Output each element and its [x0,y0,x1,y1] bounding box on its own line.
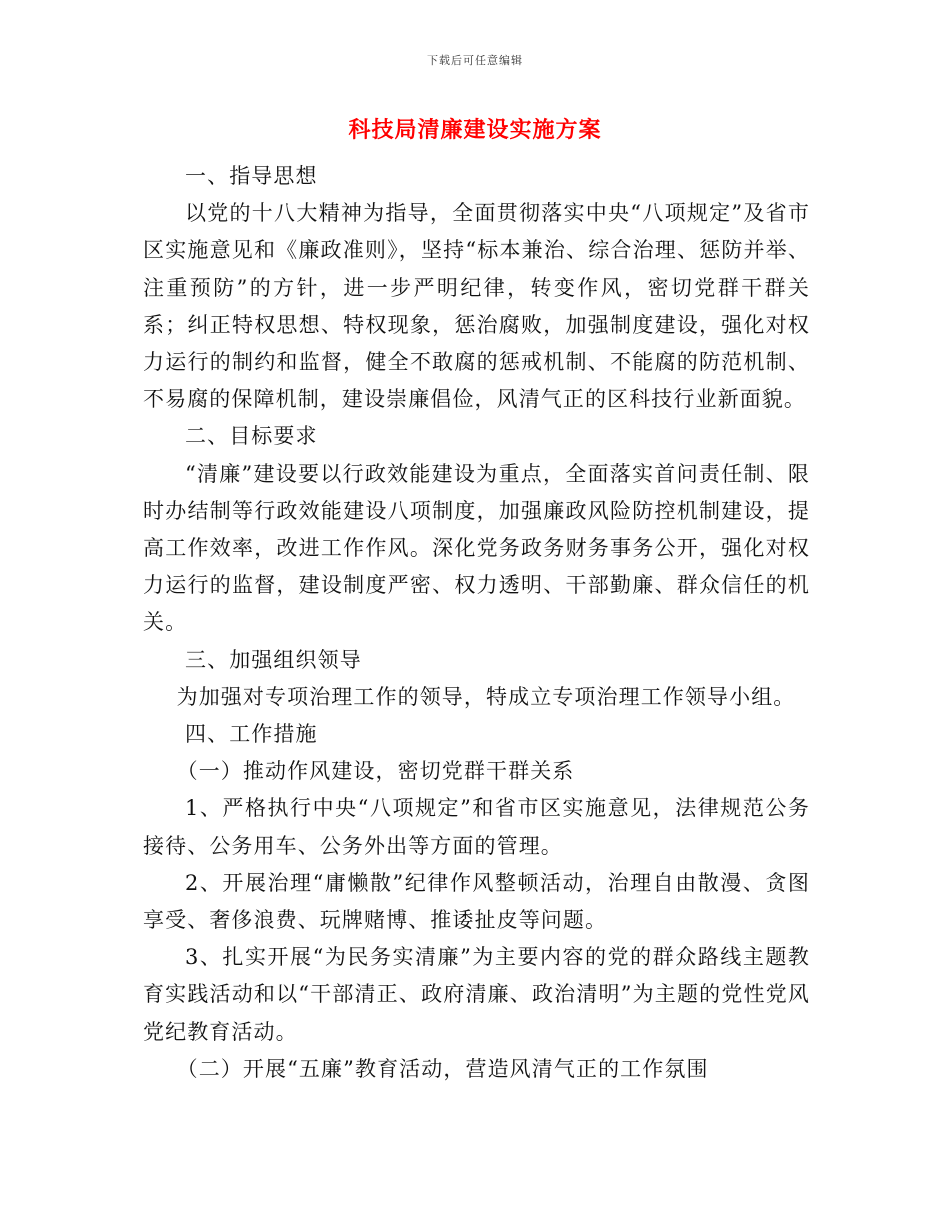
section-heading-goals: 二、目标要求 [185,424,318,449]
subsection-heading-education: （二）开展“五廉”教育活动，营造风清气正的工作氛围 [176,1056,709,1081]
list-item-3: 3、扎实开展“为民务实清廉”为主要内容的党的群众路线主题教育实践活动和以“干部清正、政府清廉、政治清明”为主题的党性党风党纪教育活动。 [143,945,810,1044]
document-body [143,158,810,1088]
paragraph-guiding-thought: 以党的十八大精神为指导，全面贯彻落实中央“八项规定”及省市区实施意见和《廉政准则》，坚持“标本兼治、综合治理、惩防并举、注重预防”的方针，进一步严明纪律，转变作风，密切党群干群关系；纠正特权思想、特权现象，惩治腐败，加强制度建设，强化对权力运行的制约和监督，健全不敢腐的惩戒机制、不能腐的防范机制、不易腐的保障机制，建设崇廉倡俭，风清气正的区科技行业新面貌。 [143,201,810,412]
section-heading-guiding-thought: 一、指导思想 [185,164,318,188]
section-heading-measures: 四、工作措施 [185,722,318,747]
paragraph-leadership: 为加强对专项治理工作的领导，特成立专项治理工作领导小组。 [176,684,796,709]
header-note: 下载后可任意编辑 [427,54,523,67]
subsection-heading-style: （一）推动作风建设，密切党群干群关系 [176,759,575,784]
paragraph-goals: “清廉”建设要以行政效能建设为重点，全面落实首问责任制、限时办结制等行政效能建设八项制度，加强廉政风险防控机制建设，提高工作效率，改进工作作风。深化党务政务财务事务公开，强化对权力运行的监督，建设制度严密、权力透明、干部勤廉、群众信任的机关。 [143,461,810,635]
document-title: 科技局清廉建设实施方案 [348,118,602,143]
list-item-1: 1、严格执行中央“八项规定”和省市区实施意见，法律规范公务接待、公务用车、公务外出等方面的管理。 [143,796,810,858]
list-item-2: 2、开展治理“庸懒散”纪律作风整顿活动，治理自由散漫、贪图享受、奢侈浪费、玩牌赌博、推诿扯皮等问题。 [143,870,810,933]
section-heading-leadership: 三、加强组织领导 [185,647,362,672]
